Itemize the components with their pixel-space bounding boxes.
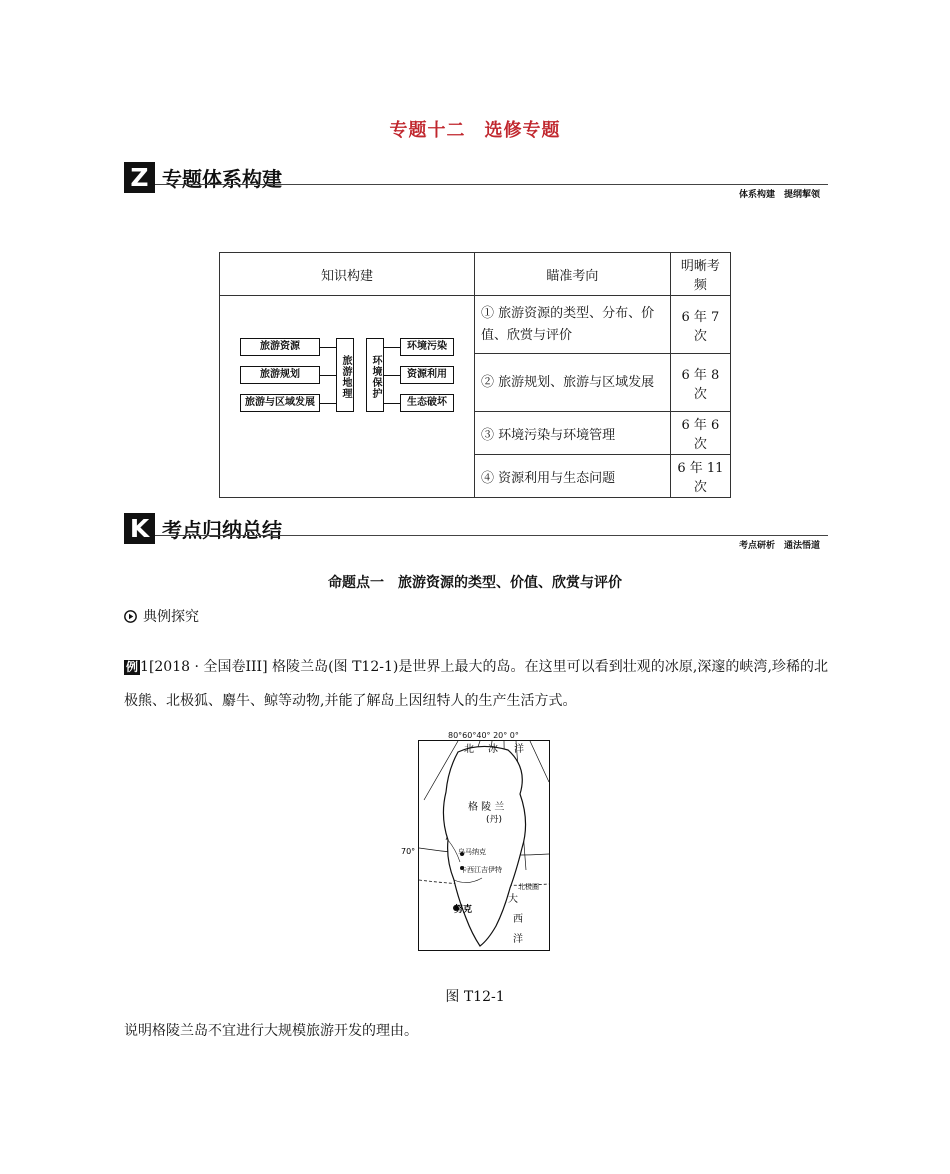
greenland-map [401, 730, 551, 952]
map-label: 乌马纳克 [458, 848, 486, 856]
example-paragraph [124, 650, 828, 718]
section-divider [155, 535, 828, 536]
section-tagline: 体系构建 提纲挈领 [738, 190, 820, 200]
map-label: 北极圈 [518, 883, 539, 891]
section-letter-badge: K [124, 513, 155, 544]
table-header: 知识构建 [220, 253, 475, 296]
table-cell: 6 年 6 次 [670, 412, 730, 455]
section-header-system [124, 162, 828, 200]
map-label: 卡西江吉伊特 [460, 866, 502, 874]
map-label: 洋 [514, 744, 524, 755]
map-label: 北 [464, 744, 474, 755]
table-cell: ③ 环境污染与环境管理 [475, 412, 671, 455]
section-header-summary [124, 513, 828, 551]
diagram-box: 旅游资源 [240, 338, 320, 356]
map-label: 大 [508, 894, 518, 905]
diagram-box-vertical: 环境保护 [366, 338, 384, 412]
section-divider [155, 184, 828, 185]
diagram-box: 资源利用 [400, 366, 454, 384]
table-header: 瞄准考向 [475, 253, 671, 296]
map-longitude-labels: 80°60°40° 20° 0° [448, 731, 519, 740]
example-label-text: 典例探究 [143, 609, 199, 625]
map-label: 洋 [513, 934, 523, 945]
example-badge: 例 [126, 660, 139, 674]
section-title: 专题体系构建 [162, 167, 282, 191]
section-tagline: 考点研析 通法悟道 [738, 541, 820, 551]
example-number: 1 [140, 659, 149, 675]
question-text: 说明格陵兰岛不宜进行大规模旅游开发的理由。 [124, 1023, 418, 1039]
map-label: 格 陵 兰 [468, 802, 505, 813]
map-label: 努克 [454, 905, 473, 915]
page-title: 专题十二 选修专题 [389, 120, 561, 141]
diagram-box: 生态破坏 [400, 394, 454, 412]
figure-caption: 图 T12-1 [445, 989, 505, 1005]
diagram-box-vertical: 旅游地理 [336, 338, 354, 412]
diagram-box: 旅游规划 [240, 366, 320, 384]
table-cell: 6 年 7 次 [670, 296, 730, 354]
diagram-box: 旅游与区域发展 [240, 394, 320, 412]
knowledge-table [219, 252, 731, 498]
table-cell: 6 年 8 次 [670, 354, 730, 412]
section-letter-badge: Z [124, 162, 155, 193]
example-text: [2018 · 全国卷III] 格陵兰岛(图 T12-1)是世界上最大的岛。在这里可以看到壮观的冰原,深邃的峡湾,珍稀的北极熊、北极狐、麝牛、鲸等动物,并能了解岛上因纽特人的生产生活方式。 [124, 659, 828, 709]
play-circle-icon [124, 610, 137, 627]
map-label: 70° [401, 847, 416, 856]
table-cell: ② 旅游规划、旅游与区域发展 [475, 354, 671, 412]
map-label: 西 [513, 914, 523, 925]
subheading: 命题点一 旅游资源的类型、价值、欣赏与评价 [328, 575, 622, 591]
table-cell: 6 年 11 次 [670, 455, 730, 498]
table-cell: ① 旅游资源的类型、分布、价值、欣赏与评价 [475, 296, 671, 354]
table-cell: ④ 资源利用与生态问题 [475, 455, 671, 498]
map-label: 冰 [488, 744, 498, 755]
diagram-box: 环境污染 [400, 338, 454, 356]
knowledge-diagram-cell [220, 296, 475, 498]
section-title: 考点归纳总结 [162, 518, 282, 542]
example-section-label [124, 606, 199, 627]
table-header: 明晰考频 [670, 253, 730, 296]
map-label: (丹) [486, 815, 503, 825]
